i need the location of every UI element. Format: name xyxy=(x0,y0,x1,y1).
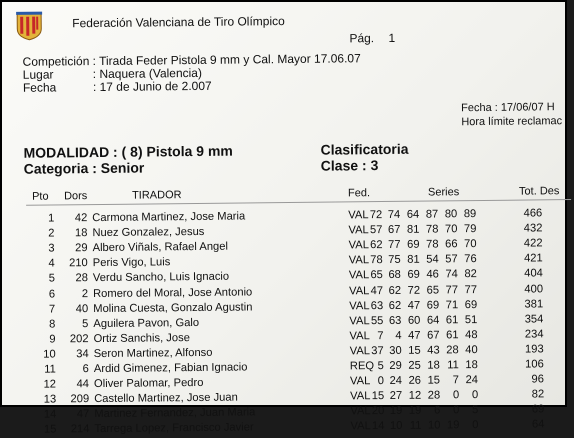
cell-dors: 28 xyxy=(75,272,88,285)
cell-series: 62 xyxy=(370,239,383,252)
cell-series: 69 xyxy=(407,269,420,282)
col-header-pto: Pto xyxy=(31,190,49,203)
cell-dors: 214 xyxy=(70,423,90,436)
cell-series: 0 xyxy=(452,389,460,402)
col-header-series: Series xyxy=(427,186,460,199)
print-date: Fecha : 17/06/07 H xyxy=(461,101,555,115)
cell-series: 51 xyxy=(464,313,478,326)
cell-pto: 14 xyxy=(43,408,57,421)
cell-series: 15 xyxy=(408,344,421,357)
cell-fed: VAL xyxy=(349,299,370,312)
cell-series: 7 xyxy=(377,329,384,342)
fecha-label: Fecha xyxy=(22,80,57,95)
cell-fed: VAL xyxy=(348,284,370,297)
cell-series: 72 xyxy=(407,284,421,297)
cell-pto: 15 xyxy=(43,423,57,436)
cell-series: 6 xyxy=(434,404,441,417)
cell-name: Peris Vigo, Luis xyxy=(92,256,171,270)
cell-series: 82 xyxy=(464,268,477,281)
cell-total: 421 xyxy=(523,252,543,265)
cell-series: 55 xyxy=(370,314,384,327)
cell-total: 432 xyxy=(523,222,543,235)
cell-series: 77 xyxy=(464,283,478,296)
cell-series: 77 xyxy=(445,283,459,296)
cell-series: 14 xyxy=(371,420,385,433)
cell-total: 422 xyxy=(523,237,543,250)
cell-fed: VAL xyxy=(349,375,371,388)
cell-series: 72 xyxy=(369,209,383,222)
cell-series: 64 xyxy=(426,314,440,327)
cell-fed: VAL xyxy=(349,314,370,328)
cell-series: 57 xyxy=(369,224,383,237)
cell-total: 193 xyxy=(524,343,544,356)
cell-series: 74 xyxy=(445,268,458,281)
cell-series: 30 xyxy=(389,344,402,357)
cell-series: 11 xyxy=(447,359,459,372)
cell-series: 47 xyxy=(370,284,384,297)
cell-fed: VAL xyxy=(349,329,370,343)
claim-deadline: Hora límite reclamac xyxy=(461,115,563,129)
header-divider xyxy=(26,199,571,206)
cell-name: Ortiz Sanchis, Jose xyxy=(93,331,190,345)
col-header-dors: Dors xyxy=(63,190,88,203)
cell-series: 78 xyxy=(425,223,439,236)
cell-pto: 9 xyxy=(49,333,56,346)
cell-series: 77 xyxy=(388,239,401,252)
cell-series: 10 xyxy=(389,420,403,433)
cell-series: 75 xyxy=(388,254,401,267)
cell-fed: VAL xyxy=(350,420,371,433)
cell-series: 24 xyxy=(389,374,403,388)
cell-series: 63 xyxy=(370,299,384,312)
cell-series: 80 xyxy=(444,208,458,221)
competicion-value: : Tirada Feder Pistola 9 mm y Cal. Mayor 17.06.07 xyxy=(92,51,361,69)
cell-series: 7 xyxy=(452,374,460,387)
cell-pto: 1 xyxy=(47,212,55,225)
cell-name: Romero del Moral, Jose Antonio xyxy=(92,285,253,300)
cell-series: 20 xyxy=(371,405,385,418)
cell-total: 466 xyxy=(523,207,543,220)
cell-series: 79 xyxy=(463,223,477,236)
cell-dors: 210 xyxy=(69,257,88,270)
cell-series: 29 xyxy=(389,359,402,372)
cell-dors: 202 xyxy=(69,332,89,346)
cell-series: 11 xyxy=(409,420,422,433)
cell-series: 15 xyxy=(371,390,385,403)
modalidad-heading: MODALIDAD : ( 8) Pistola 9 mm xyxy=(23,142,233,161)
cell-series: 27 xyxy=(389,390,403,403)
cell-series: 65 xyxy=(370,269,383,282)
page-label: Pág. xyxy=(349,31,375,46)
cell-dors: 5 xyxy=(82,317,89,330)
col-header-tot: Tot. Des xyxy=(518,185,560,198)
cell-name: Albero Viñals, Rafael Angel xyxy=(92,240,229,255)
cell-series: 19 xyxy=(408,404,422,418)
cell-series: 25 xyxy=(408,359,421,372)
cell-name: Nuez Gonzalez, Jesus xyxy=(92,225,205,240)
cell-pto: 6 xyxy=(48,287,56,301)
cell-series: 18 xyxy=(427,359,440,372)
cell-series: 67 xyxy=(387,223,401,237)
cell-fed: REQ xyxy=(349,360,375,373)
cell-total: 64 xyxy=(531,418,545,431)
cell-pto: 5 xyxy=(48,272,55,285)
cell-pto: 10 xyxy=(43,348,56,361)
cell-dors: 40 xyxy=(75,302,89,315)
cell-series: 61 xyxy=(445,313,459,327)
cell-series: 18 xyxy=(465,359,478,372)
cell-series: 61 xyxy=(445,329,459,342)
cell-series: 28 xyxy=(446,344,459,357)
cell-series: 70 xyxy=(464,238,477,251)
cell-series: 5 xyxy=(472,404,479,417)
cell-name: Seron Martinez, Alfonso xyxy=(93,346,213,360)
cell-pto: 12 xyxy=(43,378,57,391)
competicion-label: Competición xyxy=(22,54,90,69)
cell-series: 0 xyxy=(471,389,479,402)
cell-fed: VAL xyxy=(350,390,371,403)
cell-total: 381 xyxy=(524,297,544,311)
cell-series: 57 xyxy=(445,253,458,266)
cell-name: Molina Cuesta, Gonzalo Agustin xyxy=(93,300,253,315)
cell-pto: 4 xyxy=(48,257,55,270)
cell-name: Castello Martinez, Jose Juan xyxy=(94,391,238,406)
cell-pto: 7 xyxy=(48,303,56,316)
cell-series: 60 xyxy=(407,314,421,327)
col-header-fed: Fed. xyxy=(347,187,371,200)
cell-series: 47 xyxy=(407,329,421,342)
cell-dors: 2 xyxy=(81,287,89,300)
cell-pto: 11 xyxy=(44,363,56,376)
cell-series: 81 xyxy=(406,223,420,236)
cell-dors: 18 xyxy=(74,227,88,240)
cell-name: Martinez Fernandez, Juan Maria xyxy=(94,406,256,421)
cell-dors: 47 xyxy=(76,408,90,421)
cell-series: 5 xyxy=(377,360,384,373)
cell-name: Aguilera Pavon, Galo xyxy=(93,316,200,330)
cell-series: 43 xyxy=(427,344,440,357)
fecha-value: : 17 de Junio de 2.007 xyxy=(92,78,212,95)
cell-series: 10 xyxy=(427,419,441,432)
lugar-label: Lugar xyxy=(22,67,54,82)
cell-series: 4 xyxy=(395,329,402,342)
cell-series: 12 xyxy=(408,389,422,402)
cell-fed: VAL xyxy=(348,254,370,267)
cell-series: 89 xyxy=(463,208,477,221)
clasificatoria-heading: Clasificatoria xyxy=(320,140,409,158)
cell-total: 404 xyxy=(524,267,543,280)
cell-series: 71 xyxy=(445,298,459,311)
federation-logo xyxy=(13,11,45,41)
cell-name: Ardid Gimenez, Fabian Ignacio xyxy=(93,361,248,376)
cell-name: Carmona Martinez, Jose Maria xyxy=(92,210,246,225)
cell-name: Tarrega Lopez, Francisco Javier xyxy=(94,421,254,436)
cell-total: 106 xyxy=(525,358,544,371)
cell-series: 69 xyxy=(426,299,440,312)
org-name: Federación Valenciana de Tiro Olímpico xyxy=(72,14,285,31)
cell-pto: 3 xyxy=(48,242,55,255)
cell-dors: 6 xyxy=(82,363,89,376)
cell-series: 67 xyxy=(426,329,440,342)
cell-series: 37 xyxy=(371,344,384,358)
cell-total: 82 xyxy=(531,388,545,401)
cell-series: 78 xyxy=(370,254,383,267)
cell-total: 400 xyxy=(524,282,544,296)
cell-dors: 42 xyxy=(74,212,88,225)
results-sheet xyxy=(2,0,573,436)
cell-series: 66 xyxy=(445,238,458,251)
cell-series: 40 xyxy=(465,343,478,357)
cell-name: Oliver Palomar, Pedro xyxy=(93,377,204,391)
cell-series: 0 xyxy=(472,419,479,432)
cell-series: 64 xyxy=(406,208,420,221)
cell-fed: VAL xyxy=(350,405,371,418)
cell-series: 70 xyxy=(444,223,458,236)
cell-fed: VAL xyxy=(348,239,369,252)
cell-series: 69 xyxy=(464,298,478,311)
cell-series: 46 xyxy=(426,268,439,281)
cell-series: 54 xyxy=(426,253,439,266)
cell-dors: 44 xyxy=(76,378,90,391)
cell-fed: VAL xyxy=(348,209,369,222)
cell-series: 62 xyxy=(388,299,402,312)
cell-series: 15 xyxy=(427,374,441,387)
cell-fed: VAL xyxy=(348,224,369,237)
cell-fed: VAL xyxy=(348,269,370,282)
cell-series: 63 xyxy=(388,314,402,327)
cell-series: 28 xyxy=(427,389,441,402)
cell-series: 26 xyxy=(408,374,422,387)
cell-series: 68 xyxy=(388,269,401,282)
page-number: 1 xyxy=(388,30,396,45)
cell-pto: 13 xyxy=(43,393,57,406)
clase-heading: Clase : 3 xyxy=(320,157,379,174)
col-header-tirador: TIRADOR xyxy=(131,189,182,202)
cell-series: 74 xyxy=(387,208,401,221)
cell-series: 0 xyxy=(377,375,385,388)
cell-series: 0 xyxy=(453,404,460,417)
cell-dors: 29 xyxy=(75,242,88,255)
cell-dors: 209 xyxy=(70,393,90,406)
cell-name: Verdu Sancho, Luis Ignacio xyxy=(92,271,230,285)
cell-series: 47 xyxy=(407,299,421,312)
cell-total: 96 xyxy=(531,373,545,386)
categoria-heading: Categoria : Senior xyxy=(23,159,145,177)
cell-pto: 8 xyxy=(49,318,56,331)
cell-pto: 2 xyxy=(48,227,55,240)
cell-series: 87 xyxy=(425,208,439,221)
cell-series: 65 xyxy=(426,283,440,297)
cell-total: 234 xyxy=(524,328,544,341)
cell-series: 69 xyxy=(407,238,420,251)
cell-total: 69 xyxy=(531,403,545,416)
cell-series: 19 xyxy=(446,419,460,432)
cell-series: 48 xyxy=(464,328,478,341)
cell-series: 81 xyxy=(407,253,420,267)
cell-series: 24 xyxy=(465,374,479,387)
cell-series: 19 xyxy=(389,405,403,418)
cell-dors: 34 xyxy=(76,348,89,361)
cell-series: 62 xyxy=(388,284,402,297)
cell-fed: VAL xyxy=(349,345,371,358)
cell-series: 78 xyxy=(426,238,439,251)
cell-total: 354 xyxy=(524,313,544,326)
cell-series: 76 xyxy=(464,253,477,266)
lugar-value: : Naquera (Valencia) xyxy=(92,65,202,82)
